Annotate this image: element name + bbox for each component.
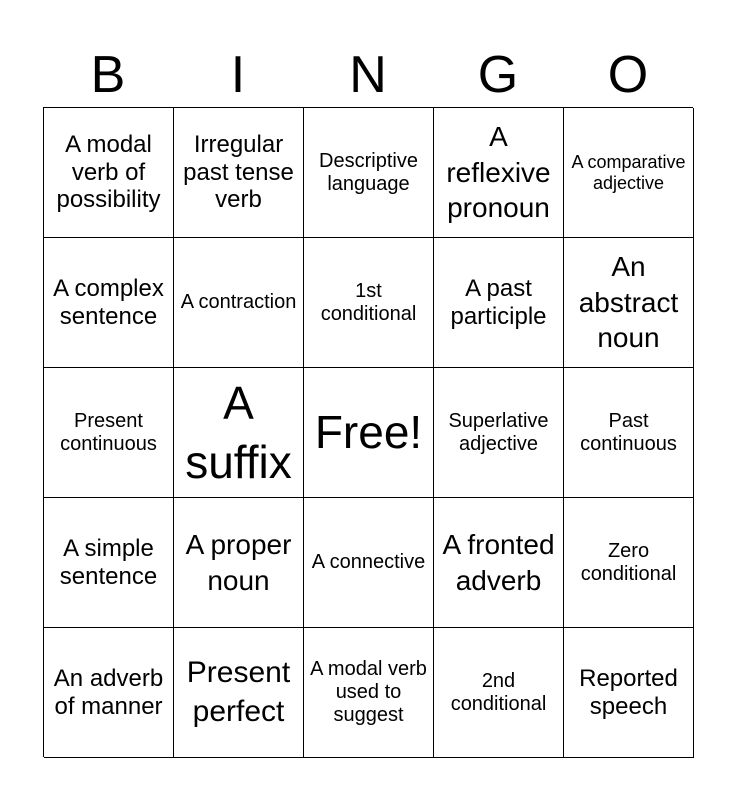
header-letter-b: B: [90, 46, 126, 104]
cell-label: 1st conditional: [320, 279, 417, 325]
header-letter-g: G: [477, 46, 519, 104]
bingo-cell[interactable]: [174, 498, 304, 628]
cell-label: Superlative adjective: [448, 409, 549, 455]
bingo-cell[interactable]: [44, 628, 174, 758]
cell-label: A proper noun: [185, 528, 292, 596]
bingo-cell[interactable]: [434, 498, 564, 628]
bingo-cell[interactable]: [434, 368, 564, 498]
bingo-cell[interactable]: [564, 368, 694, 498]
cell-label: An adverb of manner: [53, 664, 164, 720]
bingo-cell[interactable]: [304, 238, 434, 368]
cell-label: A connective: [311, 551, 426, 573]
bingo-cell[interactable]: [44, 238, 174, 368]
cell-label: A suffix: [185, 376, 292, 488]
cell-label: Zero conditional: [580, 539, 677, 585]
bingo-board: [43, 107, 693, 757]
bingo-cell[interactable]: [174, 238, 304, 368]
cell-label: A past participle: [450, 274, 547, 330]
bingo-cell[interactable]: [564, 628, 694, 758]
bingo-cell[interactable]: [44, 368, 174, 498]
bingo-cell[interactable]: [434, 238, 564, 368]
cell-label: A contraction: [180, 291, 297, 313]
bingo-cell[interactable]: [304, 498, 434, 628]
header-letter-o: O: [607, 46, 649, 104]
bingo-header: [43, 44, 693, 106]
cell-label: A comparative adjective: [571, 151, 686, 193]
cell-label: Reported speech: [579, 664, 678, 720]
header-letter-n: N: [349, 46, 387, 104]
bingo-cell[interactable]: [174, 628, 304, 758]
bingo-cell[interactable]: [434, 108, 564, 238]
bingo-cell[interactable]: [174, 368, 304, 498]
cell-label: Descriptive language: [319, 149, 418, 195]
header-letter-i: I: [230, 46, 246, 104]
cell-label: Irregular past tense verb: [183, 131, 294, 214]
cell-label: An abstract noun: [578, 250, 679, 354]
free-space-cell[interactable]: [304, 368, 434, 498]
cell-label: A simple sentence: [59, 534, 158, 590]
cell-label: Past continuous: [580, 409, 677, 455]
cell-label: A complex sentence: [53, 274, 164, 330]
bingo-cell[interactable]: [174, 108, 304, 238]
cell-label: A modal verb used to suggest: [310, 658, 427, 726]
cell-label: 2nd conditional: [450, 669, 547, 715]
cell-label: A modal verb of possibility: [56, 131, 161, 214]
cell-label: Present continuous: [60, 409, 157, 455]
bingo-cell[interactable]: [564, 108, 694, 238]
bingo-cell[interactable]: [564, 238, 694, 368]
bingo-cell[interactable]: [304, 628, 434, 758]
bingo-cell[interactable]: [44, 108, 174, 238]
cell-label: A reflexive pronoun: [446, 120, 551, 224]
bingo-cell[interactable]: [304, 108, 434, 238]
cell-label: Present perfect: [186, 656, 291, 728]
bingo-cell[interactable]: [44, 498, 174, 628]
free-space-label: Free!: [314, 406, 423, 459]
cell-label: A fronted adverb: [442, 528, 555, 596]
bingo-cell[interactable]: [564, 498, 694, 628]
bingo-cell[interactable]: [434, 628, 564, 758]
